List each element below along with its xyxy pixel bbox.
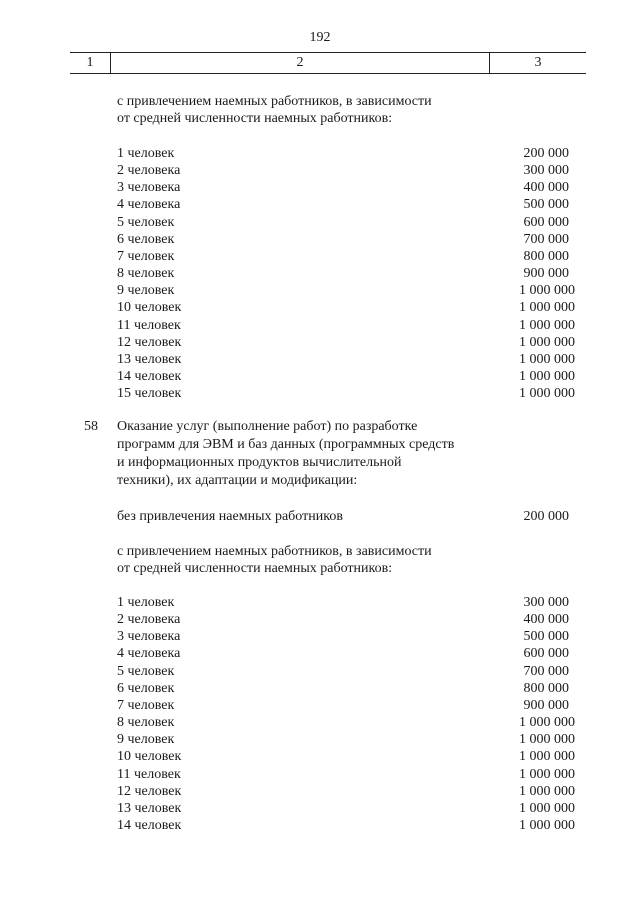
row-value: 1 000 000 [519, 368, 575, 384]
item-title-line: и информационных продуктов вычислительной [117, 455, 402, 470]
row-label: 14 человек [117, 368, 182, 384]
row-label: 11 человек [117, 766, 181, 782]
row-label: 9 человек [117, 283, 175, 299]
row-value: 200 000 [523, 146, 569, 161]
row-value: 600 000 [523, 646, 569, 662]
row-value: 800 000 [523, 680, 569, 696]
column-header-3: 3 [534, 55, 542, 70]
row-value: 500 000 [523, 629, 569, 645]
row-label: 11 человек [117, 317, 181, 333]
section1-intro-line: с привлечением наемных работников, в зависимости [117, 94, 432, 109]
row-value: 900 000 [523, 697, 569, 713]
row-value: 1 000 000 [519, 351, 575, 367]
row-value: 800 000 [523, 248, 569, 264]
row-label: 5 человек [117, 214, 175, 230]
item-title-line: программ для ЭВМ и баз данных (программных средств [117, 437, 455, 452]
row-value: 1 000 000 [519, 317, 575, 333]
row-label: 15 человек [117, 386, 182, 402]
row-value: 1 000 000 [519, 300, 575, 316]
row-label: 3 человека [117, 629, 181, 645]
row-value: 1 000 000 [519, 386, 575, 402]
row-label: 7 человек [117, 248, 175, 264]
row-label: 14 человек [117, 817, 182, 833]
row-label: 7 человек [117, 697, 175, 713]
row-label: 2 человека [117, 163, 181, 179]
item58-intro-line: от средней численности наемных работников: [117, 561, 393, 576]
item-title-line: техники), их адаптации и модификации: [117, 473, 358, 488]
row-label: 10 человек [117, 300, 182, 316]
row-value: 1 000 000 [519, 749, 575, 765]
row-value: 1 000 000 [519, 715, 575, 731]
column-header-row [70, 52, 586, 74]
row-label: 6 человек [117, 680, 175, 696]
row-value: 600 000 [523, 214, 569, 230]
row-label: 8 человек [117, 715, 175, 731]
item58-intro-line: с привлечением наемных работников, в зависимости [117, 544, 432, 559]
row-value: 1 000 000 [519, 283, 575, 299]
row-value: 900 000 [523, 266, 569, 282]
row-value: 400 000 [523, 612, 569, 628]
row-value: 1 000 000 [519, 800, 575, 816]
row-value: 1 000 000 [519, 766, 575, 782]
row-value: 400 000 [523, 180, 569, 196]
row-label: 9 человек [117, 732, 175, 748]
no-hire-label: без привлечения наемных работников [117, 509, 343, 524]
row-label: 10 человек [117, 749, 182, 765]
column-header-2: 2 [111, 53, 490, 73]
no-hire-value: 200 000 [523, 509, 569, 524]
row-label: 12 человек [117, 783, 182, 799]
page-number: 192 [309, 30, 331, 45]
row-value: 700 000 [523, 231, 569, 247]
item-title-line: Оказание услуг (выполнение работ) по разработке [117, 419, 418, 434]
row-value: 1 000 000 [519, 783, 575, 799]
row-label: 4 человека [117, 646, 181, 662]
row-value: 500 000 [523, 197, 569, 213]
row-label: 3 человека [117, 180, 181, 196]
row-value: 1 000 000 [519, 817, 575, 833]
row-label: 8 человек [117, 266, 175, 282]
row-label: 5 человек [117, 663, 175, 679]
row-value: 1 000 000 [519, 732, 575, 748]
row-label: 4 человека [117, 197, 181, 213]
row-value: 300 000 [523, 595, 569, 610]
row-label: 2 человека [117, 612, 181, 628]
row-value: 1 000 000 [519, 334, 575, 350]
row-label: 13 человек [117, 800, 182, 816]
row-value: 300 000 [523, 163, 569, 179]
row-label: 13 человек [117, 351, 182, 367]
column-header-1: 1 [70, 53, 111, 73]
row-label: 12 человек [117, 334, 182, 350]
row-label: 6 человек [117, 231, 175, 247]
section1-intro-line: от средней численности наемных работников: [117, 111, 393, 126]
item-number: 58 [84, 419, 98, 434]
row-value: 700 000 [523, 663, 569, 679]
row-label: 1 человек [117, 146, 175, 161]
row-label: 1 человек [117, 595, 175, 610]
